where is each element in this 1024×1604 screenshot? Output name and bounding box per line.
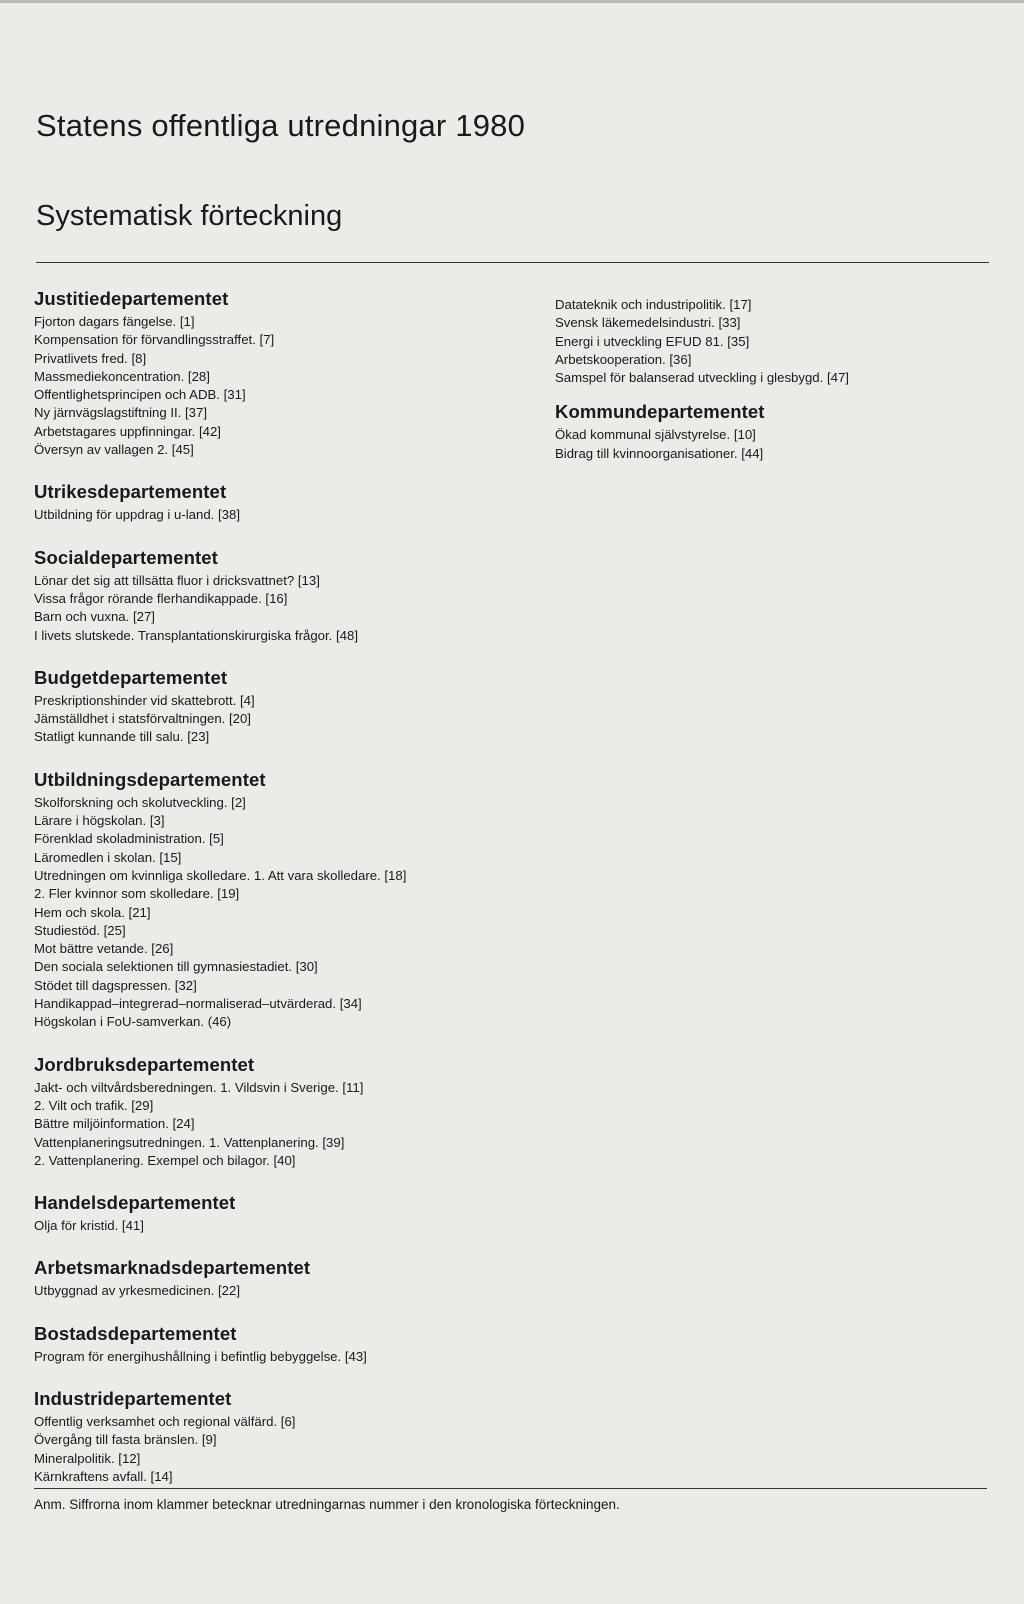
report-item: Bättre miljöinformation. [24] [34,1116,195,1132]
report-item: Program för energihushållning i befintlig bebyggelse. [43] [34,1348,367,1364]
report-item: I livets slutskede. Transplantationskirurgiska frågor. [48] [34,627,358,643]
department-heading: Arbetsmarknadsdepartementet [34,1257,311,1279]
department-heading: Industridepartementet [34,1387,232,1409]
report-item: 2. Vattenplanering. Exempel och bilagor. [40] [34,1152,296,1168]
page-top-edge [0,0,1024,3]
department-section [34,667,514,747]
department-section [34,1054,514,1170]
report-item: Fjorton dagars fängelse. [1] [34,314,195,329]
report-item: Mineralpolitik. [12] [34,1450,141,1466]
report-item: Olja för kristid. [41] [34,1218,144,1234]
report-item: Barn och vuxna. [27] [34,609,155,625]
report-item: 2. Fler kvinnor som skolledare. [19] [34,886,240,902]
report-item: Lärare i högskolan. [3] [34,813,165,829]
report-item: Övergång till fasta bränslen. [9] [34,1432,217,1448]
report-item: Lönar det sig att tillsätta fluor i dricksvattnet? [13] [34,572,320,588]
report-item: Handikappad–integrerad–normaliserad–utvärderad. [34] [34,996,362,1012]
report-item: Översyn av vallagen 2. [45] [34,442,194,458]
report-item: Arbetskooperation. [36] [555,351,692,367]
department-heading: Utbildningsdepartementet [34,768,266,790]
report-list [34,1079,514,1170]
report-item: Datateknik och industripolitik. [17] [555,297,752,312]
department-heading: Utrikesdepartementet [34,481,227,503]
report-item: Vattenplaneringsutredningen. 1. Vattenplanering. [39] [34,1134,345,1150]
report-list [34,1282,514,1300]
report-item: Ny järnvägslagstiftning II. [37] [34,405,207,421]
report-item: Vissa frågor rörande flerhandikappade. [16] [34,590,288,606]
report-item: Utredningen om kvinnliga skolledare. 1. Att vara skolledare. [18] [34,867,407,883]
right-column [555,296,995,485]
page-subtitle: Systematisk förteckning [36,200,343,232]
report-item: Stödet till dagspressen. [32] [34,977,197,993]
report-item: Energi i utveckling EFUD 81. [35] [555,333,750,349]
department-heading: Bostadsdepartementet [34,1322,237,1344]
department-section [34,1192,514,1235]
report-list [34,794,514,1032]
header-divider [36,262,989,263]
department-heading: Justitiedepartementet [34,288,229,309]
right-sections [555,401,995,463]
report-item: Den sociala selektionen till gymnasiestadiet. [30] [34,959,318,975]
department-heading: Jordbruksdepartementet [34,1053,255,1075]
report-item: Privatlivets fred. [8] [34,350,147,366]
report-item: Studiestöd. [25] [34,922,126,938]
department-heading: Kommundepartementet [555,401,765,423]
report-item: Massmediekoncentration. [28] [34,368,210,384]
department-section [34,1257,514,1300]
footer-divider [34,1488,987,1489]
department-section [34,1323,514,1366]
department-section [34,547,514,645]
department-section [34,481,514,524]
department-heading: Handelsdepartementet [34,1192,236,1214]
report-item: Jakt- och viltvårdsberedningen. 1. Vildsvin i Sverige. [11] [34,1079,364,1095]
continued-list [555,296,995,387]
department-section [34,288,514,459]
report-item: Utbyggnad av yrkesmedicinen. [22] [34,1283,240,1299]
report-item: Bidrag till kvinnoorganisationer. [44] [555,445,764,461]
department-section [34,769,514,1032]
department-heading: Budgetdepartementet [34,666,228,688]
report-item: Jämställdhet i statsförvaltningen. [20] [34,711,251,727]
report-list [34,313,514,459]
department-heading: Socialdepartementet [34,546,218,568]
report-item: Ökad kommunal självstyrelse. [10] [555,427,756,443]
report-item: Utbildning för uppdrag i u-land. [38] [34,507,241,523]
report-item: Läromedlen i skolan. [15] [34,849,182,865]
report-item: Skolforskning och skolutveckling. [2] [34,794,246,810]
report-list [34,1348,514,1366]
report-item: Mot bättre vetande. [26] [34,941,174,957]
page-title: Statens offentliga utredningar 1980 [36,108,526,143]
report-item: Svensk läkemedelsindustri. [33] [555,315,741,331]
footnote: Anm. Siffrorna inom klammer betecknar utredningarnas nummer i den kronologiska förteckningen. [34,1497,620,1512]
left-column [34,288,514,1508]
report-item: Offentlighetsprincipen och ADB. [31] [34,387,246,403]
department-section [34,1388,514,1486]
report-item: Hem och skola. [21] [34,904,151,920]
report-item: Kärnkraftens avfall. [14] [34,1468,173,1484]
department-section [555,401,995,463]
report-item: Högskolan i FoU-samverkan. (46) [34,1014,232,1030]
report-item: Arbetstagares uppfinningar. [42] [34,423,221,439]
report-item: Statligt kunnande till salu. [23] [34,729,210,745]
report-item: Förenklad skoladministration. [5] [34,831,224,847]
report-list [555,426,995,463]
report-item: 2. Vilt och trafik. [29] [34,1097,154,1113]
report-item: Offentlig verksamhet och regional välfärd. [6] [34,1413,296,1429]
report-item: Preskriptionshinder vid skattebrott. [4] [34,692,255,708]
report-item: Kompensation för förvandlingsstraffet. [7] [34,332,275,348]
report-list [34,572,514,645]
report-list [34,1413,514,1486]
report-list [34,692,514,747]
report-list [34,506,514,524]
report-item: Samspel för balanserad utveckling i glesbygd. [47] [555,370,849,386]
report-list [34,1217,514,1235]
